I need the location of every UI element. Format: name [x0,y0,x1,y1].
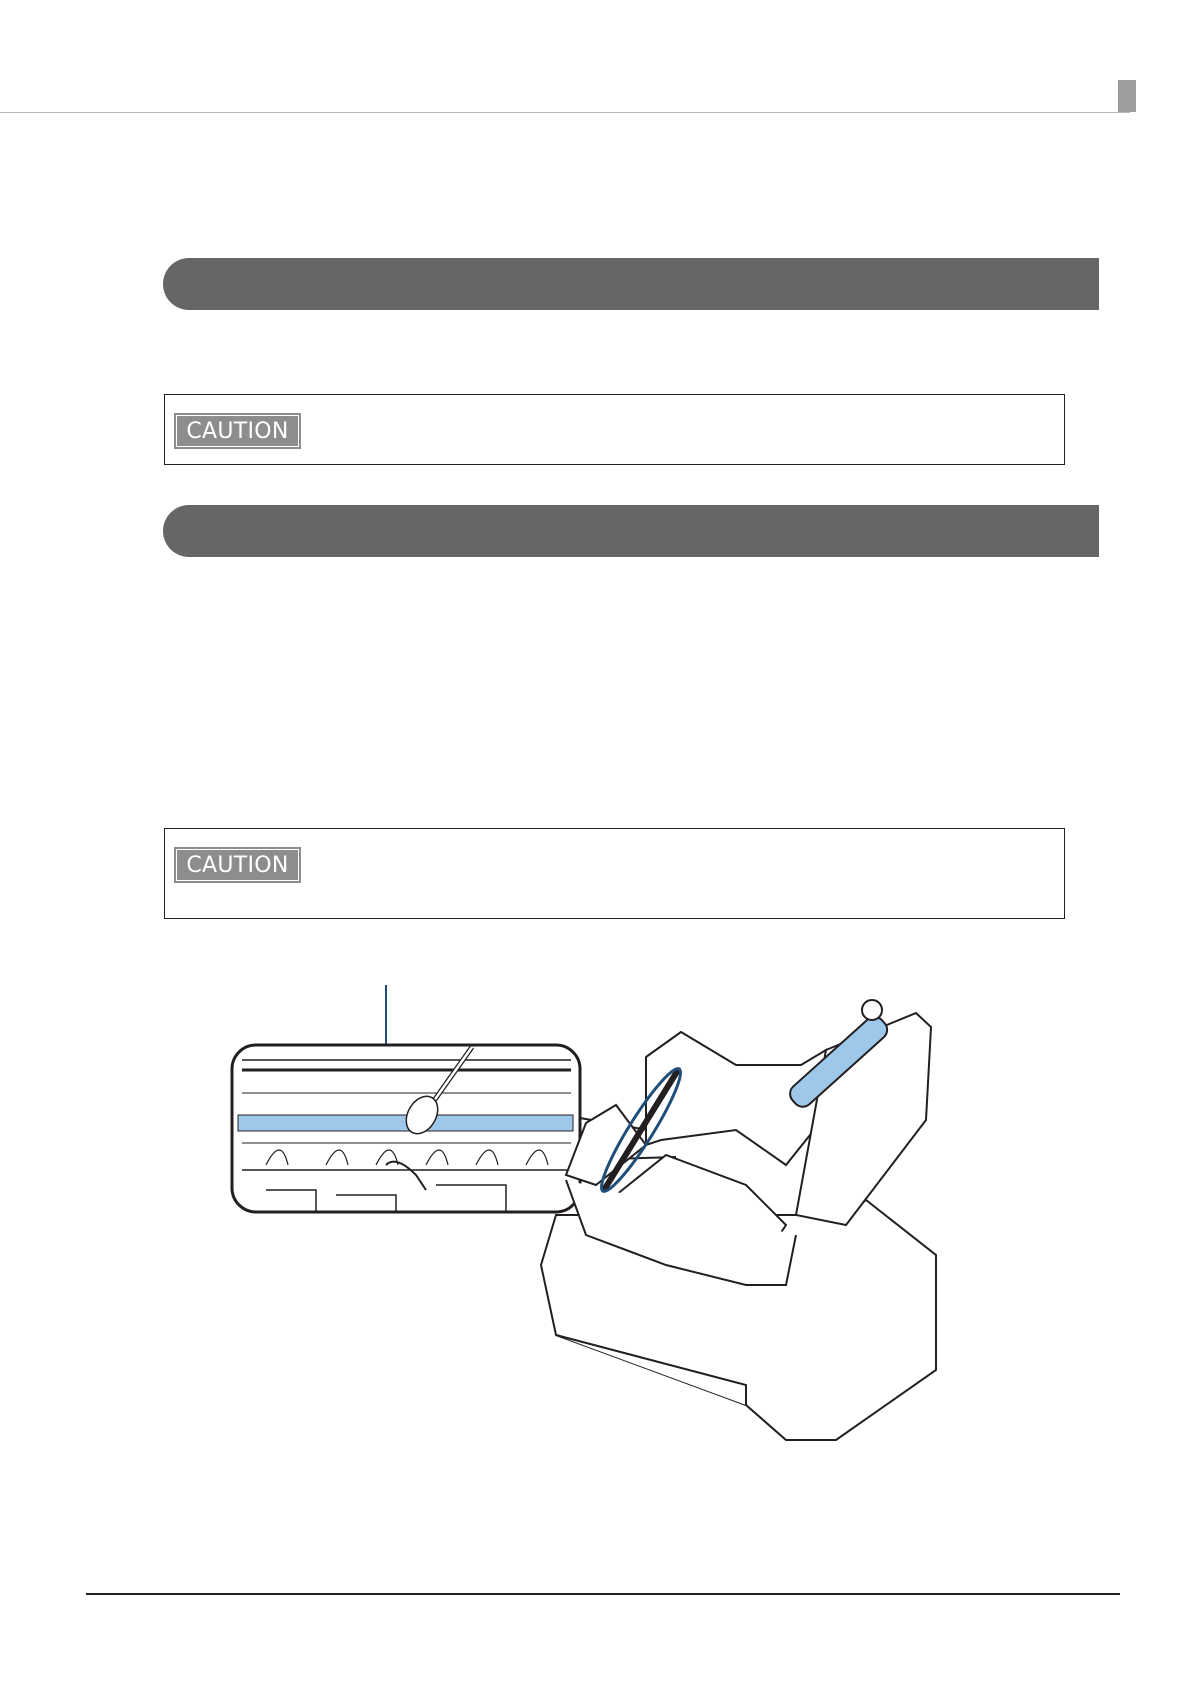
footer-rule [86,1593,1120,1595]
printer-body [541,1013,936,1440]
section-heading-bar-2 [163,505,1099,557]
caution-badge-2 [174,847,301,883]
thermal-head-highlight [238,1115,573,1131]
printer-cleaning-illustration [226,985,986,1495]
caution-label: CAUTION [176,415,299,447]
caution-badge-1 [174,413,301,449]
chapter-tab [1118,80,1136,112]
caution-box-2 [164,828,1065,919]
section-heading-bar-1 [163,258,1099,310]
caution-label: CAUTION [176,849,299,881]
header-rule [0,112,1130,113]
caution-box-1 [164,394,1065,465]
magnified-inset [232,1045,580,1212]
